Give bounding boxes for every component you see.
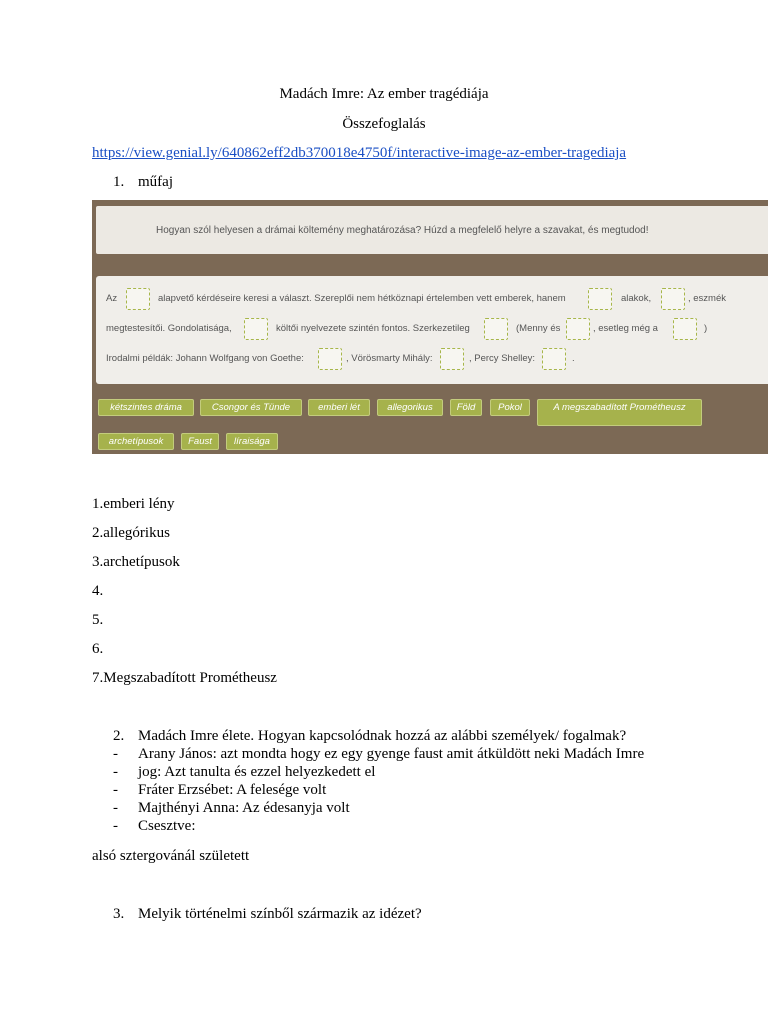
drop-slot-7[interactable] [673, 318, 697, 340]
chip-liraisaga[interactable]: líraisága [226, 433, 278, 450]
bullet-dash: - [113, 782, 118, 798]
drop-slot-10[interactable] [542, 348, 566, 370]
answer-line-2: 2.allegórikus [92, 525, 170, 541]
genially-link[interactable]: https://view.genial.ly/640862eff2db370018e4750f/interactive-image-az-ember-tragediaja [92, 145, 627, 161]
interactive-image-panel [92, 200, 768, 454]
document-subtitle: Összefoglalás [342, 116, 426, 132]
chip-ketszintes-drama[interactable]: kétszintes dráma [98, 399, 194, 416]
drop-slot-2[interactable] [588, 288, 612, 310]
section2-number: 2. [113, 728, 125, 744]
section3-number: 3. [113, 906, 125, 922]
instruction-text: Hogyan szól helyesen a drámai költemény meghatározása? Húzd a megfelelő helyre a szavakat, és megtudod! [156, 224, 649, 236]
section1-label: műfaj [138, 174, 173, 190]
line3-part-d: . [572, 353, 575, 364]
drop-slot-8[interactable] [318, 348, 342, 370]
answer-line-5: 5. [92, 612, 104, 628]
section2-note: alsó sztergovánál született [92, 848, 250, 864]
chip-fold[interactable]: Föld [450, 399, 482, 416]
drop-slot-1[interactable] [126, 288, 150, 310]
chip-csongor-es-tunde[interactable]: Csongor és Tünde [200, 399, 302, 416]
drop-slot-3[interactable] [661, 288, 685, 310]
drop-slot-4[interactable] [244, 318, 268, 340]
chip-emberi-let[interactable]: emberi lét [308, 399, 370, 416]
chip-allegorikus[interactable]: allegorikus [377, 399, 443, 416]
line2-part-a: megtestesítői. Gondolatisága, [106, 323, 232, 334]
section2-item-4: Majthényi Anna: Az édesanyja volt [138, 800, 350, 816]
line2-part-e: ) [704, 323, 708, 334]
section2-question: Madách Imre élete. Hogyan kapcsolódnak hozzá az alábbi személyek/ fogalmak? [138, 728, 627, 744]
section2-item-5: Csesztve: [138, 818, 196, 834]
line1-part-a: Az [106, 293, 118, 304]
section2-item-1: Arany János: azt mondta hogy ez egy gyenge faust amit átküldött neki Madách Imre [138, 746, 645, 762]
chip-a-megszabaditott-prometheusz[interactable]: A megszabadított Prométheusz [537, 399, 702, 426]
document-title: Madách Imre: Az ember tragédiája [279, 86, 489, 102]
bullet-dash: - [113, 764, 118, 780]
chip-archetipusok[interactable]: archetípusok [98, 433, 174, 450]
answer-line-3: 3.archetípusok [92, 554, 180, 570]
definition-text-area [96, 276, 768, 384]
bullet-dash: - [113, 818, 118, 834]
line3-part-a: Irodalmi példák: Johann Wolfgang von Goethe: [106, 353, 304, 364]
section3-question: Melyik történelmi színből származik az idézet? [138, 906, 422, 922]
answer-line-1: 1.emberi lény [92, 496, 175, 512]
line1-part-b: alapvető kérdéseire keresi a választ. Szereplői nem hétköznapi értelemben vett emberek, hanem [158, 293, 566, 304]
instruction-box [96, 206, 768, 254]
line2-part-d: , esetleg még a [593, 323, 658, 334]
line1-part-d: , eszmék [688, 293, 727, 304]
section2-item-2: jog: Azt tanulta és ezzel helyezkedett el [138, 764, 376, 780]
bullet-dash: - [113, 746, 118, 762]
line3-part-b: , Vörösmarty Mihály: [346, 353, 433, 364]
line2-part-c: (Menny és [516, 323, 561, 334]
line1-part-c: alakok, [621, 293, 652, 304]
drop-slot-5[interactable] [484, 318, 508, 340]
bullet-dash: - [113, 800, 118, 816]
chip-pokol[interactable]: Pokol [490, 399, 530, 416]
answer-line-7: 7.Megszabadított Prométheusz [92, 670, 277, 686]
section2-item-3: Fráter Erzsébet: A felesége volt [138, 782, 327, 798]
chip-faust[interactable]: Faust [181, 433, 219, 450]
drop-slot-9[interactable] [440, 348, 464, 370]
line3-part-c: , Percy Shelley: [469, 353, 535, 364]
section1-number: 1. [113, 174, 125, 190]
answer-line-6: 6. [92, 641, 104, 657]
line2-part-b: költői nyelvezete szintén fontos. Szerkezetileg [276, 323, 470, 334]
answer-line-4: 4. [92, 583, 104, 599]
drop-slot-6[interactable] [566, 318, 590, 340]
